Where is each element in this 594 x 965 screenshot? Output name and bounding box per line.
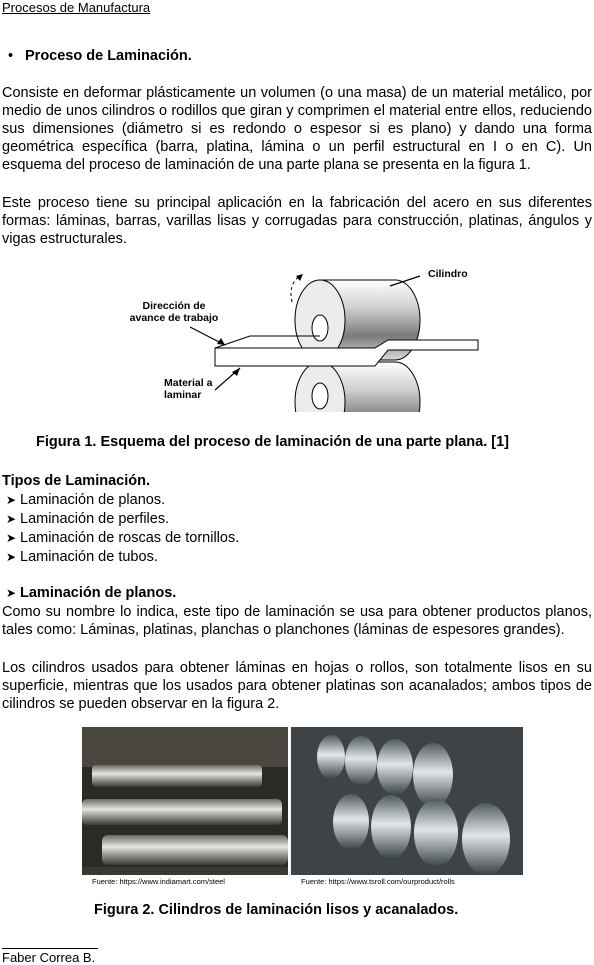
section-title: Proceso de Laminación. xyxy=(25,48,192,64)
list-item xyxy=(6,530,239,546)
grooved-rolls-image xyxy=(291,727,523,890)
arrow-bullet-icon: ➤ xyxy=(6,550,17,564)
tipos-title: Tipos de Laminación. xyxy=(2,473,150,489)
list-item-label: Laminación de tubos. xyxy=(20,549,158,565)
list-item-label: Laminación de roscas de tornillos. xyxy=(20,530,240,546)
footer-divider xyxy=(2,948,98,949)
arrow-bullet-icon: ➤ xyxy=(6,512,17,526)
planos-paragraph-2: Los cilindros usados para obtener láminas en hojas o rollos, son totalmente lisos en su superficie, mientras que los usados para obtener platinas son acanalados; ambos tipos de cilindros se pueden observar en la figura 2. xyxy=(2,660,592,712)
list-item xyxy=(6,511,169,527)
planos-heading xyxy=(6,585,176,601)
paragraph-1: Consiste en deformar plásticamente un volumen (o una masa) de un material metálico, por medio de unos cilindros o rodillos que giran y comprimen el material entre ellos, reduciendo sus dimensiones (diámetro si es redondo o espesor si es plano) y dando una forma geométrica específica (barra, platina, lámina o un perfil estructural en I o en C). Un esquema del proceso de laminación de una parte plana se presenta en la figura 1. xyxy=(2,85,592,173)
figure-1-caption: Figura 1. Esquema del proceso de laminación de una parte plana. [1] xyxy=(36,434,509,450)
photo-smooth-rolls xyxy=(82,727,288,890)
arrow-bullet-icon: ➤ xyxy=(6,531,17,545)
page-header-title: Procesos de Manufactura xyxy=(2,0,151,15)
list-item-label: Laminación de planos. xyxy=(20,492,166,508)
source-left: Fuente: https://www.indiamart.com/steel xyxy=(92,877,225,886)
label-cilindro: Cilindro xyxy=(428,268,468,280)
section-bullet: • xyxy=(8,48,14,64)
label-material-laminar: Material a laminar xyxy=(164,377,213,401)
label-direccion-avance: Dirección de avance de trabajo xyxy=(129,300,219,324)
planos-paragraph-1: Como su nombre lo indica, este tipo de laminación se usa para obtener productos planos, tales como: Láminas, platinas, planchas o planchones (láminas de espesores grandes). xyxy=(2,604,592,638)
photo-grooved-rolls xyxy=(291,727,523,890)
arrow-bullet-icon: ➤ xyxy=(6,586,17,600)
smooth-rolls-image xyxy=(82,727,288,890)
arrow-bullet-icon: ➤ xyxy=(6,493,17,507)
planos-title: Laminación de planos. xyxy=(20,585,177,601)
paragraph-2: Este proceso tiene su principal aplicación en la fabricación del acero en sus diferentes formas: láminas, barras, varillas lisas y corrugadas para construcción, platinas, ángulos y vigas estructurales. xyxy=(2,195,592,247)
figure-2-caption: Figura 2. Cilindros de laminación lisos y acanalados. xyxy=(94,902,459,918)
list-item xyxy=(6,492,165,508)
list-item-label: Laminación de perfiles. xyxy=(20,511,170,527)
list-item xyxy=(6,549,158,565)
footer-author: Faber Correa B. xyxy=(2,950,96,965)
source-right: Fuente: https://www.tsroll.com/ourproduct/rolls xyxy=(301,877,455,886)
